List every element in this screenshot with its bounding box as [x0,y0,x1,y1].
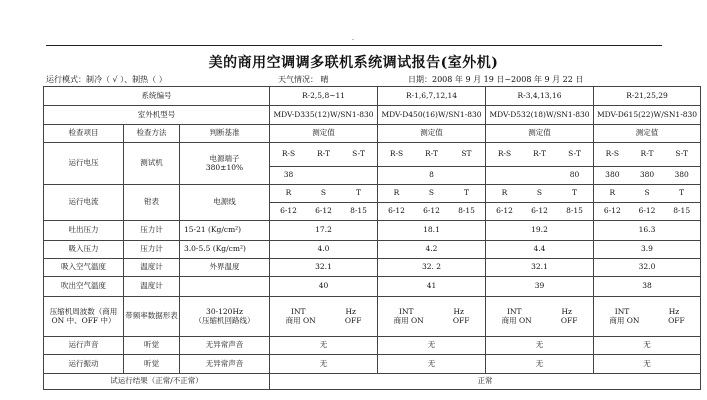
suction-value: 4.4 [486,241,594,259]
discharge-value: 18.1 [378,221,486,241]
frequency-hz: Hz [561,307,572,317]
phase-label: T [679,188,685,198]
system-number: R-2,5,8~11 [270,87,378,106]
col-header-criteria: 判断基准 [180,125,270,143]
phase-value-group [271,207,376,215]
system-number-label: 系统编号 [44,87,270,106]
current-value [594,203,701,221]
phase-header-group [271,150,376,158]
vibration-criteria: 无异常声音 [180,355,270,374]
current-value [270,203,378,221]
voltage-item: 运行电压 [44,143,124,185]
discharge-value: 19.2 [486,221,594,241]
frequency-off: OFF [668,315,685,325]
vibration-value: 无 [270,355,378,374]
noise-item: 运行声音 [44,337,124,355]
frequency-on: 商用 ON [393,315,424,325]
inlet_temp-value: 32.0 [594,259,701,277]
phase-label: R [393,188,400,198]
table-row [44,374,701,390]
current-method: 钳表 [124,185,180,221]
phase-label: R-T [425,149,438,159]
frequency-value [594,297,701,337]
col-header-measured: 测定值 [270,125,378,143]
outlet_temp-value: 41 [378,277,486,297]
frequency-hz: Hz [453,307,464,317]
frequency-hz: Hz [345,307,356,317]
suction-method: 压力计 [124,241,180,259]
noise-value: 无 [486,337,594,355]
phase-value: 6-12 [423,206,440,216]
frequency-value [378,297,486,337]
table-row [44,297,701,337]
phase-label: T [463,188,469,198]
table-row [44,355,701,374]
table-row [44,125,701,143]
outlet_temp-method: 温度计 [124,277,180,297]
frequency-bottom-line [271,317,376,325]
table-row [44,87,701,106]
phase-label: R-S [389,149,404,159]
phase-header-group [595,189,699,197]
voltage-value [378,167,486,185]
phase-header-group [487,150,592,158]
phase-label: R [501,188,508,198]
table-row [44,277,701,297]
phase-header-group [595,150,699,158]
current-phase-header [270,185,378,203]
phase-value-group [595,207,699,215]
voltage-value [270,167,378,185]
phase-value [341,171,376,179]
phase-header-group [487,189,592,197]
current-phase-header [378,185,486,203]
current-value [378,203,486,221]
frequency-value [486,297,594,337]
suction-criteria: 3.0-5.5 (Kg/cm²) [180,241,270,259]
phase-value-group [379,207,484,215]
frequency-on: 商用 ON [609,315,640,325]
voltage-phase-header [594,143,701,167]
commissioning-table [43,86,701,390]
table-row [44,241,701,259]
phase-label: S [644,188,650,198]
inlet_temp-method: 温度计 [124,259,180,277]
inlet_temp-value: 32. 2 [378,259,486,277]
vibration-item: 运行振动 [44,355,124,374]
noise-method: 听觉 [124,337,180,355]
phase-label: R [285,188,292,198]
phase-label: S-T [352,149,365,159]
system-number: R-1,6,7,12,14 [378,87,486,106]
phase-value: 38 [283,170,294,180]
report-title: 美的商用空调调多联机系统调试报告(室外机) [208,55,499,71]
frequency-on: 商用 ON [501,315,532,325]
col-header-measured: 测定值 [486,125,594,143]
phase-value [379,171,414,179]
result-label: 试运行结果（正常/不正常） [44,374,270,390]
inlet_temp-value: 32.1 [270,259,378,277]
frequency-criteria-line2: （压缩机回路线） [194,315,255,325]
phase-value-group [595,171,699,179]
outlet_temp-value: 39 [486,277,594,297]
vibration-method: 听觉 [124,355,180,374]
discharge-criteria: 15-21 (Kg/cm²) [180,221,270,241]
outdoor-model: MDV-D615(22)W/SN1-830 [594,106,701,125]
result-value: 正常 [270,374,701,390]
system-number: R-21,25,29 [594,87,701,106]
phase-value: 6-12 [496,206,513,216]
voltage-criteria-line2: 380±10% [205,162,244,172]
phase-value: 380 [674,170,689,180]
phase-value: 8 [429,170,434,180]
frequency-value [270,297,378,337]
phase-value [449,171,484,179]
voltage-value [594,167,701,185]
current-item: 运行电流 [44,185,124,221]
outdoor-model: MDV-D450(16)W/SN1-830 [378,106,486,125]
voltage-method: 测试机 [124,143,180,185]
phase-label: T [571,188,577,198]
phase-value [522,171,557,179]
frequency-off: OFF [452,315,470,325]
vibration-value: 无 [378,355,486,374]
phase-value: 8-15 [673,206,691,216]
phase-label: R-T [317,149,330,159]
inlet_temp-value: 32.1 [486,259,594,277]
phase-value: 6-12 [638,206,656,216]
phase-label: S-T [568,149,581,159]
frequency-on: 商用 ON [285,315,316,325]
frequency-method: 带频率数据形表 [124,297,180,337]
phase-value: 380 [605,170,620,180]
col-header-measured: 测定值 [378,125,486,143]
noise-criteria: 无异常声音 [180,337,270,355]
outdoor-model-label: 室外机型号 [44,106,270,125]
phase-value: 6-12 [388,206,405,216]
suction-value: 3.9 [594,241,701,259]
phase-value: 6-12 [531,206,548,216]
voltage-value [486,167,594,185]
inlet_temp-item: 吸入空气温度 [44,259,124,277]
frequency-hz: Hz [668,307,680,317]
outlet_temp-criteria [180,277,270,297]
phase-value: 80 [569,170,580,180]
phase-label: S-T [675,149,689,159]
phase-value: 6-12 [280,206,297,216]
phase-label: R [609,188,616,198]
phase-value-group [487,207,592,215]
discharge-method: 压力计 [124,221,180,241]
discharge-value: 16.3 [594,221,701,241]
phase-value [306,171,341,179]
phase-value: 8-15 [566,206,583,216]
frequency-off: OFF [560,315,578,325]
frequency-bottom-line [379,317,484,325]
noise-value: 无 [270,337,378,355]
noise-value: 无 [378,337,486,355]
phase-header-group [379,150,484,158]
discharge-item: 吐出压力 [44,221,124,241]
table-row [44,106,701,125]
phase-label: ST [461,149,472,159]
frequency-criteria-line1: 30-120Hz [206,307,243,317]
frequency-off: OFF [344,315,362,325]
inlet_temp-criteria: 外界温度 [180,259,270,277]
frequency-bottom-line [595,317,699,325]
phase-value: 8-15 [350,206,367,216]
phase-label: T [355,188,361,198]
phase-label: S [320,188,327,198]
current-value [486,203,594,221]
phase-value: 6-12 [603,206,621,216]
voltage-phase-header [270,143,378,167]
phase-value [487,171,522,179]
col-header-method: 检查方法 [124,125,180,143]
outdoor-model: MDV-D335(12)W/SN1-830 [270,106,378,125]
phase-label: R-T [640,149,654,159]
vibration-value: 无 [486,355,594,374]
voltage-criteria-line1: 电源端子 [209,154,240,164]
phase-value-group [379,171,484,179]
voltage-phase-header [378,143,486,167]
vibration-value: 无 [594,355,701,374]
suction-value: 4.0 [270,241,378,259]
outlet_temp-item: 吹出空气温度 [44,277,124,297]
outdoor-model: MDV-D532(18)W/SN1-830 [486,106,594,125]
suction-value: 4.2 [378,241,486,259]
phase-value: 6-12 [315,206,332,216]
outlet_temp-value: 40 [270,277,378,297]
voltage-phase-header [486,143,594,167]
table-row [44,259,701,277]
frequency-bottom-line [487,317,592,325]
frequency-int: INT [290,307,306,317]
operating-mode: 运行模式：制冷（ √ ）、制热（ ） [46,75,167,84]
test-date: 日期：2008 年 9 月 19 日~2008 年 9 月 22 日 [408,75,584,84]
header-mark: . [352,35,354,42]
table-row [44,143,701,167]
phase-label: S [428,188,435,198]
phase-value-group [487,171,592,179]
header-rule [46,45,662,46]
phase-label: R-T [533,149,546,159]
voltage-criteria [180,143,270,185]
current-phase-header [486,185,594,203]
phase-value: 380 [639,170,655,180]
table-row [44,221,701,241]
suction-item: 吸入压力 [44,241,124,259]
frequency-criteria [180,297,270,337]
phase-header-group [271,189,376,197]
frequency-item: 压缩机周波数（商用 ON 中、OFF 中） [44,297,124,337]
system-number: R-3,4,13,16 [486,87,594,106]
table-row [44,337,701,355]
current-criteria: 电源线 [180,185,270,221]
phase-label: R-S [497,149,512,159]
outlet_temp-value: 38 [594,277,701,297]
phase-label: R-S [605,149,619,159]
col-header-item: 检查项目 [44,125,124,143]
table-row [44,185,701,203]
phase-header-group [379,189,484,197]
weather: 天气情况： 晴 [278,75,329,84]
phase-value: 8-15 [458,206,475,216]
discharge-value: 17.2 [270,221,378,241]
phase-value-group [271,171,376,179]
noise-value: 无 [594,337,701,355]
col-header-measured: 测定值 [594,125,701,143]
frequency-int: INT [398,307,414,317]
frequency-int: INT [614,307,630,317]
phase-label: S [536,188,543,198]
phase-label: R-S [281,149,296,159]
current-phase-header [594,185,701,203]
frequency-int: INT [506,307,522,317]
